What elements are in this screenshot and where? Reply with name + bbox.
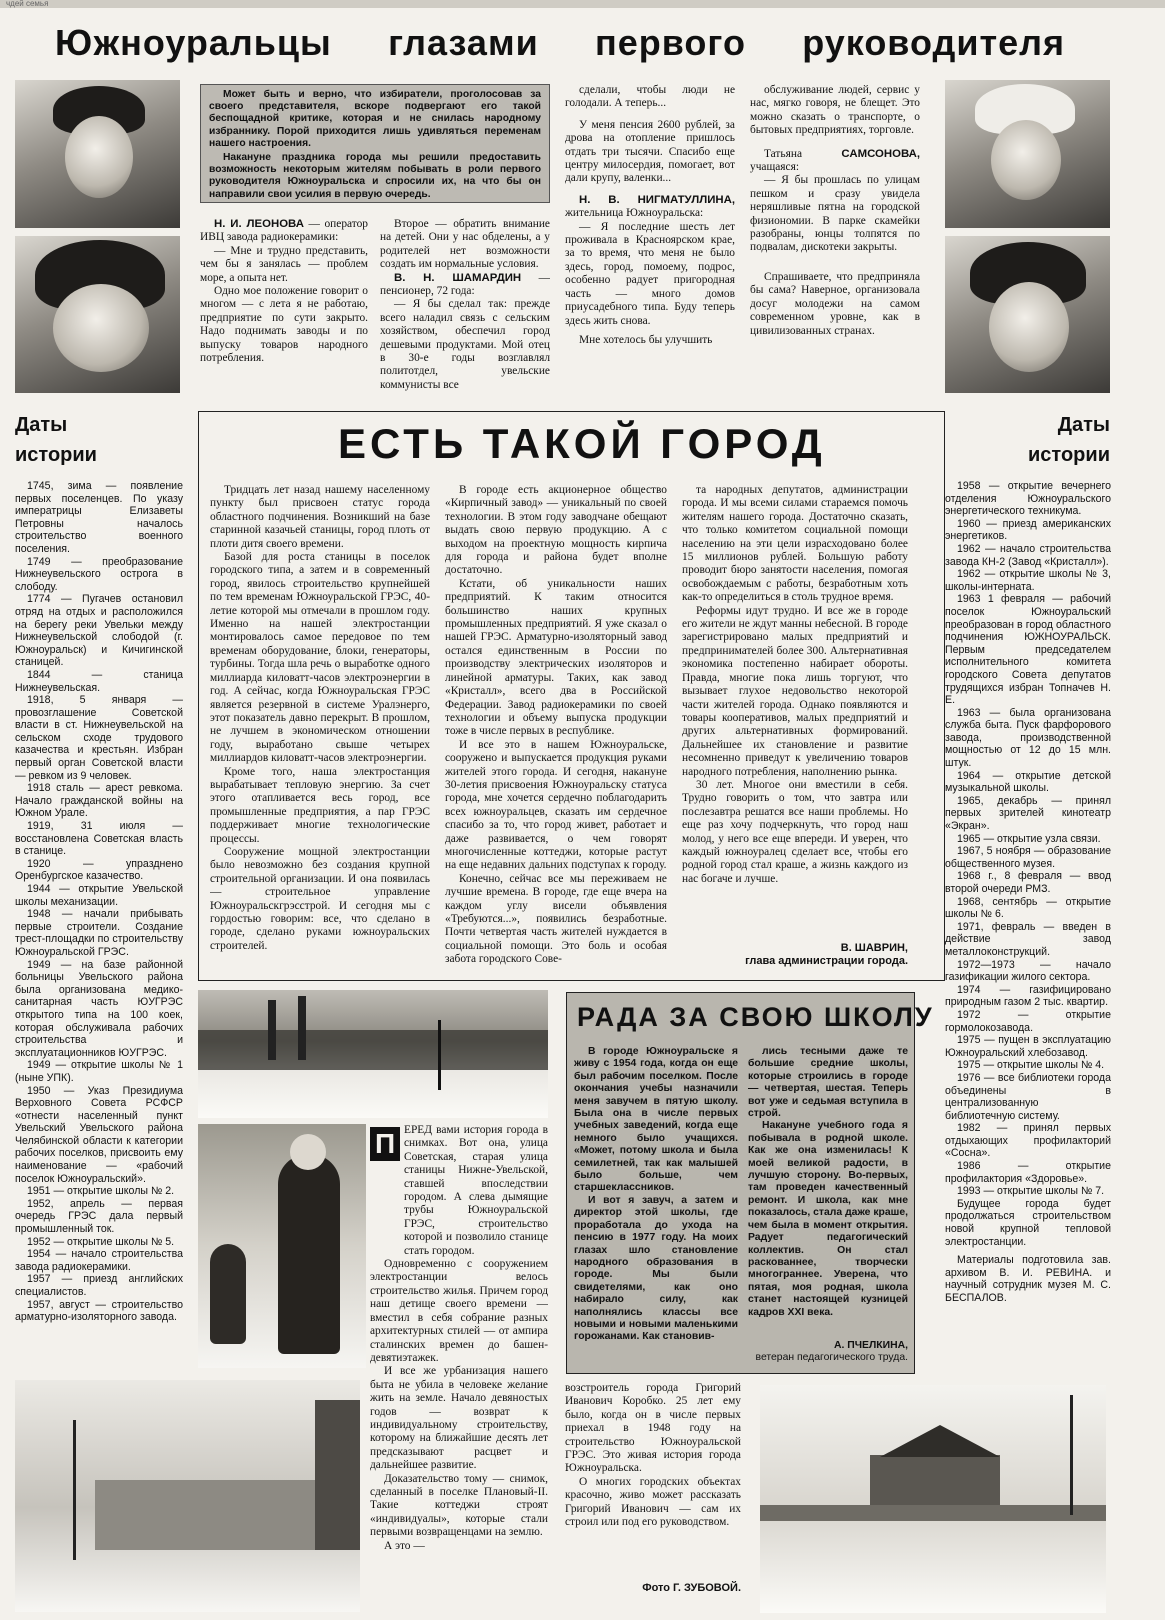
article-paragraph: В городе есть акционерное общество «Кирпичный завод» — уникальный по своей технологии. В этом году заводчане обещают выдать свою первую продукцию. А с выходом на проектную мощность кирпича для города и района будет вполне достаточно.: [445, 484, 667, 577]
article-paragraph: Кроме того, наша электростанция вырабатывает тепловую энергию. За счет этого отапливается весь город, все промышленные предприятия, а пар ГРЭС поддерживает многие технологические процессы.: [210, 765, 430, 845]
article-paragraph: Сооружение мощной электростанции было невозможно без создания крупной строительной организации. И она появилась — строительное управление Южноуральскгрэсстрой. И сегодня мы с гордостью говорим: все, что сделано в городе, сделано руками южноуральских строителей.: [210, 845, 430, 952]
intro-paragraph: Может быть и верно, что избиратели, проголосовав за своего представителя, вскоре подвергают его такой беспощадной критике, которая и не снилась народному избраннику. Порой приходится лишь удивляться переменам нашего настроения.: [209, 89, 541, 149]
signature-role: глава администрации города.: [745, 955, 908, 967]
school-paragraph: И вот я завуч, а затем и директор этой школы, где проработала до ухода на пенсию в 1977 году. На моих глазах шло становление народного образования в городе. Мы были свидетелями, как оно набирало силу, как наполнялись классы все новыми и новыми маленькими горожанами. Как становив-: [574, 1194, 738, 1343]
date-entry: 1745, зима — появление первых поселенцев. По указу императрицы Елизаветы Петровны началось строительство военного поселения.: [15, 480, 183, 555]
date-entry: 1972—1973 — начало газификации жилого сектора.: [945, 958, 1111, 984]
article-paragraph: Базой для роста станицы в поселок городского типа, а затем и в современный город, явилось строительство крупнейшей по тем временам Южноуральской ГРЭС, 40-летие которой мы отмечали в прошлом году. Именно на нашей электростанции монтировалось самое передовое по тем временам оборудование, блоки, генераторы, турбины. Тогда шла речь о выработке одного миллиарда киловатт-часов электроэнергии в год. А сейчас, когда Южноуральская ГРЭС является резервной в системе Уралэнерго, этот показатель давно перекрыт. В прошлом, не лучшем в экономическом отношении году, выработано свыше четырех миллиардов киловатт-часов электроэнергии.: [210, 551, 430, 765]
interview-paragraph: — Я бы прошлась по улицам пешком и сразу увидела неряшливые пятна на городской физиономии. В парке скамейки разобраны, юнцы толпятся по подвалам, дискотеки закрыты.: [750, 174, 920, 254]
interview-paragraph: Мне хотелось бы улучшить: [579, 333, 713, 346]
article-paragraph: Кстати, об уникальности наших предприятий. К таким относится большинство наших крупных промышленных предприятий. Я уже сказал о нашей ГРЭС. Арматурно-изоляторный завод остался единственным в России по производству электрических изоляторов и линейной арматуры. Таких, как завод «Кристалл», всего два в Российской Федерации. Завод радиокерамики по своей технологии и объему выпуска продукции тоже в числе первых в республике.: [445, 577, 667, 738]
dates-title-left: [15, 410, 97, 470]
photo-credit: Фото Г. ЗУБОВОЙ.: [642, 1582, 741, 1594]
school-article-title: РАДА ЗА СВОЮ ШКОЛУ: [577, 1002, 934, 1032]
dates-title-line: истории: [15, 444, 97, 466]
photo-story-paragraph: И все же урбанизация нашего быта не убила в человеке желание жить на земле. Начало девяностых годов — возврат к индивидуальному строительству, которому на ближайшие десять лет предсказывают расцвет и дальнейшее развитие.: [370, 1365, 548, 1472]
date-entry: 1975 — пущен в эксплуатацию Южноуральский хлебозавод.: [945, 1034, 1111, 1059]
interviewee-name: САМСОНОВА,: [841, 147, 920, 160]
date-entry: 1949 — на базе районной больницы Увельского района была организована медико-санитарная часть ЮУГРЭС открытого типа на 100 коек, которая обслуживала рабочих строительства и эксплуатационников ЮУГРЭС.: [15, 958, 183, 1059]
date-entry: 1952, апрель — первая очередь ГРЭС дала первый промышленный ток.: [15, 1197, 183, 1236]
photo-story-continuation: [565, 1382, 741, 1577]
main-article-signature: [682, 942, 908, 968]
date-entry: 1965 — открытие узла связи.: [957, 832, 1101, 845]
headline-word: глазами: [388, 22, 539, 63]
date-entry: 1844 — станица Нижнеувельская.: [15, 668, 183, 694]
date-entry: 1749 — преобразование Нижнеувельского острога в слободу.: [15, 555, 183, 593]
date-entry: 1971, февраль — введен в действие завод металлоконструкций.: [945, 920, 1111, 958]
date-entry: 1948 — начали прибывать первые строители. Создание трест-площадки по строительству Южноуральской ГРЭС.: [15, 908, 183, 958]
date-entry: 1982 — принял первых отдыхающих профилакторий «Сосна».: [945, 1122, 1111, 1160]
date-entry: 1951 — открытие школы № 2.: [27, 1185, 175, 1198]
photo-story-paragraph: А это —: [384, 1539, 425, 1552]
dates-list-right: [945, 480, 1111, 1370]
photo-story-paragraph: Одновременно с сооружением электростанции велось строительство жилья. Причем город наш детище своего времени — вместил в себя собрание разных архитектурных стилей — от ампира сталинских времен до башен-девятиэтажек.: [370, 1258, 548, 1364]
page-headline: [55, 22, 1065, 64]
signature-role: ветеран педагогического труда.: [755, 1352, 908, 1364]
photo-story-lead: ЕРЕД вами история города в снимках. Вот она, улица Советская, старая улица станицы Нижне-Увельской, ставшей впоследствии городом. А слева дымящие трубы Южноуральской ГРЭС, строительство которой и позволило станице стать городом.: [404, 1124, 548, 1257]
school-article-column-2: [748, 1046, 908, 1336]
date-entry: 1965, декабрь — принял первых зрителей кинотеатр «Экран».: [945, 794, 1111, 833]
interview-column-1: [200, 218, 368, 398]
interviewee-role: — оператор ИВЦ завода радиокерамики:: [200, 218, 368, 244]
article-paragraph: та народных депутатов, администрации города. И мы всеми силами стараемся помочь жителям нашего города. Достаточно сказать, что только комитетом социальной помощи населению на эти цели израсходовано более 15 миллионов рублей. Большую работу проводит бюро занятости населения, помогая освобождаемым с работы, безработным хоть как-то определиться в столь трудное время.: [682, 484, 908, 604]
dates-title-line: Даты: [1057, 414, 1110, 436]
date-entry: 1972 — открытие гормолокозавода.: [945, 1008, 1111, 1034]
photo-cottages-planovy: [760, 1385, 1106, 1613]
signature-name: А. ПЧЕЛКИНА,: [834, 1340, 908, 1351]
photo-korobko-with-child: [198, 1124, 366, 1368]
photo-story-column: [370, 1124, 548, 1616]
date-entry: 1962 — открытие школы № 3, школы-интерната.: [945, 568, 1111, 593]
school-article-column-1: [574, 1046, 738, 1368]
date-entry: 1918 сталь — арест ревкома. Начало гражданской войны на Южном Урале.: [15, 782, 183, 820]
date-entry: Будущее города будет продолжаться строительством новой крупной тепловой электростанции.: [945, 1197, 1111, 1248]
date-entry: 1974 — газифицировано природным газом 2 тыс. квартир.: [945, 983, 1111, 1009]
interview-paragraph: обслуживание людей, сервис у нас, мягко говоря, не блещет. Это можно сказать о транспорте, о бытовых предприятиях, торговле.: [750, 84, 920, 137]
interview-column-4: [750, 84, 920, 396]
interviewee-name: Н. И. ЛЕОНОВА: [214, 218, 304, 230]
date-entry: 1968, сентябрь — открытие школы № 6.: [945, 895, 1111, 921]
date-entry: 1968 г., 8 февраля — ввод второй очереди РМЗ.: [945, 870, 1111, 895]
date-entry: 1967, 5 ноября — образование общественного музея.: [945, 845, 1111, 870]
date-entry: 1958 — открытие вечернего отделения Южноуральского энергетического техникума.: [945, 480, 1111, 518]
article-paragraph: Тридцать лет назад нашему населенному пункту был присвоен статус города областного подчинения. Возникший на базе старинной казачьей станицы, город плоть от плоти дитя своего времени.: [210, 484, 430, 550]
signature-name: В. ШАВРИН,: [840, 942, 908, 954]
interview-paragraph: Второе — обратить внимание на детей. Они у нас обделены, а у родителей нет возможности создать им нормальные условия.: [380, 218, 550, 271]
photo-story-paragraph: О многих городских объектах красочно, живо может рассказать Григорий Иванович — сам их строил или под его руководством.: [565, 1475, 741, 1529]
main-article-title: ЕСТЬ ТАКОЙ ГОРОД: [338, 420, 826, 467]
main-article-column-1: [210, 484, 430, 972]
article-paragraph: Конечно, сейчас все мы переживаем не лучшие времена. В городе, где еще вчера на каждом углу висели объявления «Требуются...», появились безработные. Почти четвертая часть жителей нуждается в социальной помощи. Это боль и особая забота городского Сове-: [445, 872, 667, 966]
headline-word: Южноуральцы: [55, 22, 332, 63]
date-entry: 1964 — открытие детской музыкальной школы.: [945, 769, 1111, 795]
date-entry: 1954 — начало строительства завода радиокерамики.: [15, 1248, 183, 1273]
date-entry: 1944 — открытие Увельской школы механизации.: [15, 883, 183, 908]
date-entry: 1986 — открытие профилактория «Здоровье».: [945, 1160, 1111, 1185]
interview-column-2: [380, 218, 550, 398]
interview-paragraph: У меня пенсия 2600 рублей, за дрова на отопление пришлось отдать три тысячи. Спасибо еще центру милосердия, помогает, вот дали крупу, валенки...: [565, 118, 735, 185]
date-entry: 1962 — начало строительства завода КН-2 (Завод «Кристалл»).: [945, 542, 1111, 568]
date-entry: 1919, 31 июля — восстановлена Советская власть в станице.: [15, 820, 183, 858]
date-entry: 1976 — все библиотеки города объединены в централизованную библиотечную систему.: [945, 1071, 1111, 1122]
dates-title-line: истории: [1028, 444, 1110, 466]
interviewee-role: — пенсионер, 72 года:: [380, 271, 550, 298]
headline-word: руководителя: [802, 22, 1065, 63]
dropcap-letter: П: [370, 1127, 400, 1161]
school-paragraph: В городе Южноуральске я живу с 1954 года, когда он еще был рабочим поселком. После окончания учебы назначили меня завучем в пятую школу. Была она в числе первых учебных заведений, когда еще немного было учащихся. «Может, потому школа и была семилетней, так как малышей было больше, чем старшеклассников.: [574, 1046, 738, 1194]
portrait-photo-leonova: [15, 80, 180, 228]
interview-paragraph: Одно мое положение говорит о многом — с лета я не работаю, предприятие по сути закрыто. Надо поднимать заводы и по выпуску товаров народного потребления.: [200, 285, 368, 365]
interview-paragraph: сделали, чтобы люди не голодали. А теперь...: [565, 84, 735, 110]
interview-paragraph: — Мне и трудно представить, чем бы я занялась — проблем море, а опыта нет.: [200, 244, 368, 284]
interviewee-role: жительница Южноуральска:: [565, 207, 704, 220]
interview-paragraph: — Я последние шесть лет проживала в Красноярском крае, за то время, что меня не было здесь, город, помоему, подрос, особенно радует пригородная часть — много домов приусадебного типа. Буду теперь здесь жить снова.: [565, 220, 735, 327]
photo-story-paragraph: Доказательство тому — снимок, сделанный в поселке Плановый-II. Такие коттеджи строят «индивидуалы», которые стали первыми возвращенцами на землю.: [370, 1472, 548, 1539]
date-entry: 1920 — упразднено Оренбургское казачество.: [15, 857, 183, 883]
date-entry: 1957, август — строительство арматурно-изоляторного завода.: [15, 1298, 183, 1324]
dates-list-left: [15, 480, 183, 1370]
date-entry: 1774 — Пугачев остановил отряд на отдых и расположился на берегу реки Увельки между Нижнеувельской слободой (г. Южноуральск) и Кичигинской станицей.: [15, 593, 183, 669]
date-entry: 1949 — открытие школы № 1 (ныне УПК).: [15, 1059, 183, 1084]
dates-title-line: Даты: [15, 414, 68, 436]
headline-word: первого: [595, 22, 746, 63]
interviewee-name: В. Н. ШАМАРДИН: [394, 271, 522, 284]
intro-paragraph: Накануне праздника города мы решили предоставить возможность некоторым жителям побывать в роли первого руководителя Южноуральска и спросили их, на что бы он направили свои усилия в первую очередь.: [209, 152, 541, 200]
date-entry: 1993 — открытие школы № 7.: [957, 1185, 1105, 1198]
date-entry: 1950 — Указ Президиума Верховного Совета РСФСР «отнести населенный пункт Увельский Увельского района Челябинской области к категории рабочих поселков, присвоить ему наименование — «рабочий поселок Южноуральский».: [15, 1084, 183, 1185]
school-paragraph: лись тесными даже те большие средние школы, которые строились в городе — четвертая, шестая. Теперь вот уже и седьмая вступила в строй.: [748, 1046, 908, 1120]
interviewee-firstname: Татьяна: [764, 147, 842, 160]
date-entry: 1963 1 февраля — рабочий поселок Южноуральский преобразован в город областного подчинения ЮЖНОУРАЛЬСК. Первым председателем исполнительного комитета городского Совета депутатов трудящихся избран Топначев Н. Е.: [945, 593, 1111, 707]
main-article-column-2: [445, 484, 667, 972]
date-entry: 1952 — открытие школы № 5.: [27, 1235, 175, 1248]
article-paragraph: И все это в нашем Южноуральске, сооружено и выпускается продукция руками жителей этого города. И сегодня, накануне 30-летия присвоения Южноуральску статуса города, мне хочется сердечно поблагодарить всех южноуральцев, сказать им сердечное спасибо за то, что город живет, работает и даже развивается, о чем говорят многочисленные коттеджи, которые растут на еще недавних дальних подступах к городу.: [445, 738, 667, 872]
photo-sovetskaya-street: [198, 990, 548, 1118]
intro-box: [200, 84, 550, 203]
dates-title-right: [1010, 410, 1110, 470]
photo-story-paragraph: возстроитель города Григорий Иванович Коробко. 25 лет ему было, когда он в числе первых приехал в 1948 году на строительство Южноуральской ГРЭС. Это живая история города Южноуральска.: [565, 1382, 741, 1475]
article-paragraph: 30 лет. Многое они вместили в себя. Трудно говорить о том, что завтра или послезавтра решатся все наши проблемы. Но еще раз хочу подчеркнуть, что город наш молод, у него все еще впереди. И уверен, что каждый южноуралец сделает все, чтобы его родной город стал краше, а жизнь каждого из нас богаче и лучше.: [682, 778, 908, 885]
school-article-signature: [748, 1340, 908, 1365]
date-entry: 1918, 5 января — провозглашение Советской власти в ст. Нижнеувельской на сельском сходе трудового казачества и крестьян. Избран первый орган Советской власти — ревком из 9 человек.: [15, 694, 183, 782]
portrait-photo-nigmatullina: [945, 80, 1110, 228]
article-paragraph: Реформы идут трудно. И все же в городе его жители не ждут манны небесной. В городе зарегистрировано малых предприятий и предпринимателей более 300. Альтернативная экономика постепенно набирает обороты. Правда, многие пока лишь торгуют, что вызывает глухое недовольство некоторой части жителей города. Однако появляются и товары кооперативов, малых предприятий и других альтернативных формирований. Дальнейшее их становление и развитие несомненно приведут к увеличению товаров народного потребления, наполнению рынка.: [682, 604, 908, 778]
interviewee-role: учащаяся:: [750, 161, 800, 174]
date-entry: 1957 — приезд английских специалистов.: [15, 1273, 183, 1298]
portrait-photo-samsonova: [945, 236, 1110, 393]
main-article-column-3: [682, 484, 908, 939]
interview-paragraph: Спрашиваете, что предприняла бы сама? Наверное, организовала досуг молодежи на самом современном уровне, как в цивилизованных странах.: [750, 270, 920, 337]
interview-column-3: [565, 84, 735, 396]
date-entry: 1975 — открытие школы № 4.: [957, 1059, 1105, 1072]
interview-paragraph: — Я бы сделал так: прежде всего наладил связь с сельским хозяйством, обеспечил город дешевыми продуктами. Мой отец в 30-е годы возглавлял политотдел, увельские коммунисты все: [380, 298, 550, 391]
page-strip-text: чдей семья: [6, 0, 49, 8]
date-entry-credit: Материалы подготовила зав. архивом В. И. РЕВИНА. и научный сотрудник музея М. С. БЕСПАЛОВ.: [945, 1254, 1111, 1304]
school-paragraph: Накануне учебного года я побывала в родной школе. Как же она изменилась! К моей великой радости, в лучшую сторону. Во-первых, там проведен качественный ремонт. И школа, как мне показалось, стала даже краше, чем была в момент открытия. Радует педагогический коллектив. Он стал раскованнее, творчески многограннее. Уверена, что пятая, моя родная, школа станет настоящей кузницей кадров XXI века.: [748, 1120, 908, 1318]
portrait-photo-shamardin: [15, 236, 180, 393]
photo-new-buildings: [15, 1380, 360, 1612]
top-strip: [0, 0, 1165, 8]
interviewee-name: Н. В. НИГМАТУЛЛИНА,: [579, 193, 735, 206]
date-entry: 1960 — приезд американских энергетиков.: [945, 517, 1111, 543]
date-entry: 1963 — была организована служба быта. Пуск фарфорового завода, производственной мощностью от 12 до 15 млн. штук.: [945, 706, 1111, 770]
